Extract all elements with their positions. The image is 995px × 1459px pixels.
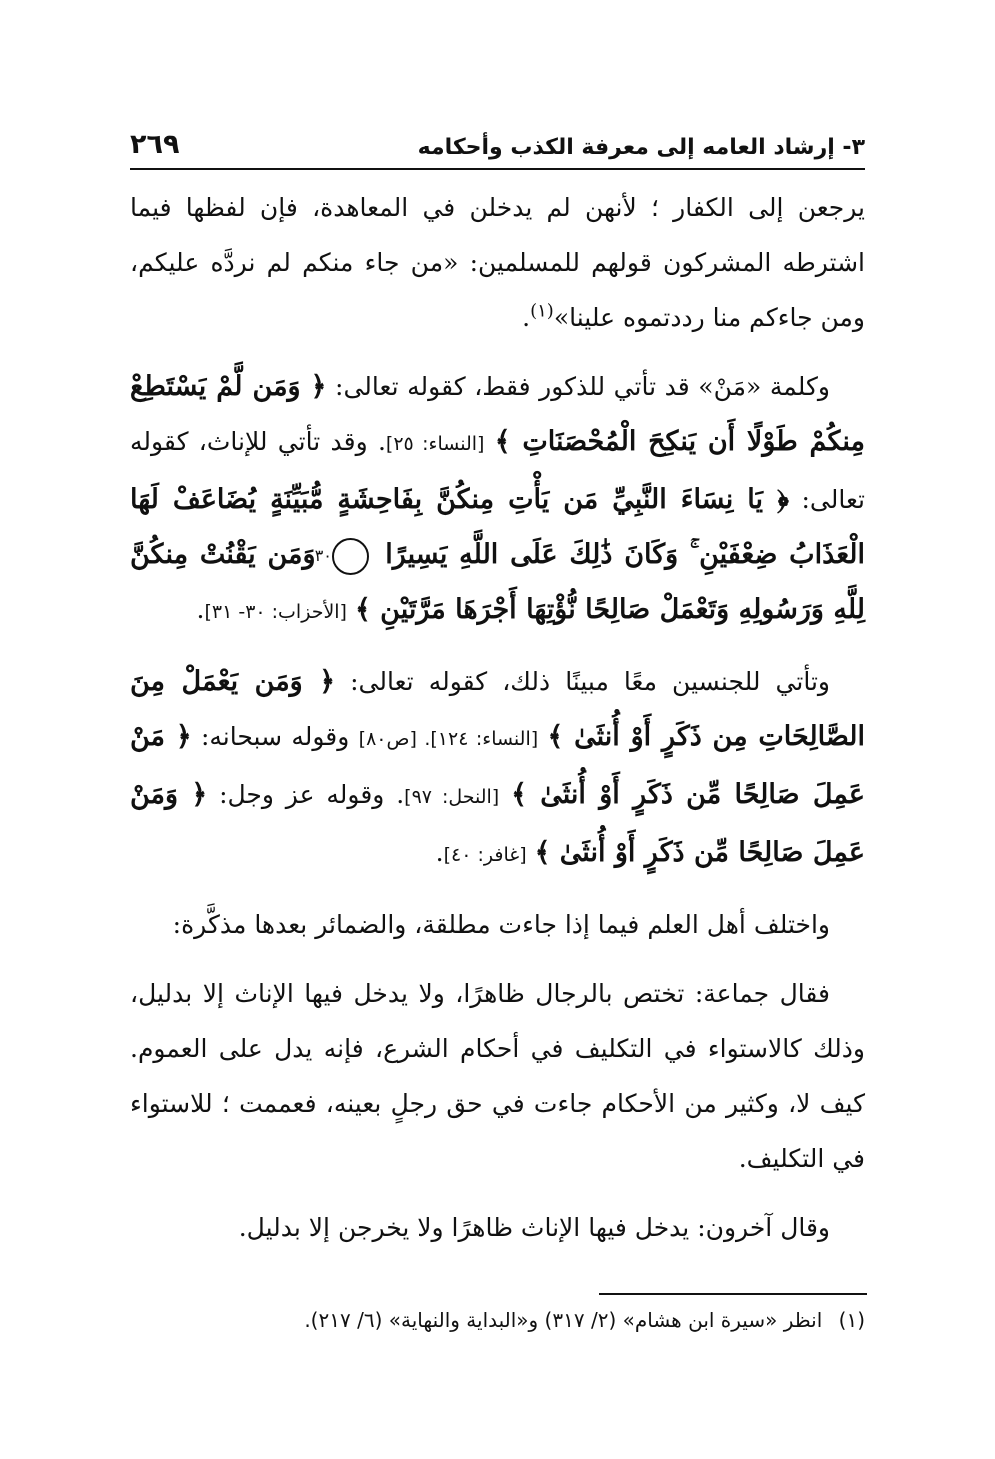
quran-verse-nisa-25: ﴿ وَمَن لَّمْ يَسْتَطِعْ مِنكُمْ طَوْلًا أَن يَنكِحَ الْمُحْصَنَاتِ ﴾ [130, 371, 866, 457]
quran-verse-ahzab-30: ﴿ يَا نِسَاءَ النَّبِيِّ مَن يَأْتِ مِنكُنَّ بِفَاحِشَةٍ مُّبَيِّنَةٍ يُضَاعَفْ لَهَا الْعَذَابُ ضِعْفَيْنِ ۚ وَكَانَ ذَٰلِكَ عَلَى اللَّهِ يَسِيرًا [130, 484, 866, 570]
paragraph-3-intro: وتأتي للجنسين معًا مبينًا ذلك، كقوله تعالى: [335, 667, 830, 696]
paragraph-6 [130, 1200, 865, 1255]
quran-verse-nahl-97: ﴿ مَنْ عَمِلَ صَالِحًا مِّن ذَكَرٍ أَوْ أُنثَىٰ ﴾ [130, 721, 866, 810]
paragraph-1 [130, 180, 865, 345]
paragraph-1-text: يرجعن إلى الكفار ؛ لأنهن لم يدخلن في المعاهدة، فإن لفظها فيما اشترطه المشركون قولهم للمسلمين: «من جاء منكم لم نردَّه عليكم، ومن جاءكم منا رددتموه علينا» [130, 193, 865, 332]
paragraph-4-text: واختلف أهل العلم فيما إذا جاءت مطلقة، والضمائر بعدها مذكَّرة: [172, 910, 830, 939]
verse-reference: [النساء: ٢٥] [385, 433, 485, 455]
paragraph-2-mid: . وقد تأتي للإناث، كقوله تعالى: [130, 427, 865, 514]
verse-reference: [الأحزاب: ٣٠- ٣١] [204, 601, 347, 623]
body-text [130, 180, 865, 1255]
paragraph-2-intro: وكلمة «مَنْ» قد تأتي للذكور فقط، كقوله تعالى: [326, 372, 830, 401]
paragraph-1-end: . [522, 303, 531, 332]
paragraph-6-text: وقال آخرون: يدخل فيها الإناث ظاهرًا ولا يخرجن إلا بدليل. [238, 1213, 830, 1242]
paragraph-3-mid-1: وقوله سبحانه: [191, 722, 359, 751]
verse-reference: [غافر: ٤٠] [443, 844, 527, 866]
page-number: ٢٦٩ [130, 129, 180, 161]
paragraph-2 [130, 359, 865, 640]
ayah-number-marker: ٣٠ [332, 538, 369, 575]
paragraph-5-text: فقال جماعة: تختص بالرجال ظاهرًا، ولا يدخل فيها الإناث إلا بدليل، وذلك كالاستواء في التكليف في أحكام الشرع، فإنه يدل على العموم. كيف لا، وكثير من الأحكام جاءت في حق رجلٍ بعينه، فعممت ؛ للاستواء في التكليف. [130, 979, 865, 1173]
paragraph-5 [130, 966, 865, 1186]
paragraph-3-mid-2: . وقوله عز وجل: [207, 780, 405, 809]
footnote-number: (١) [838, 1308, 865, 1332]
footnote-text: انظر «سيرة ابن هشام» (٢/ ٣١٧) و«البداية والنهاية» (٦/ ٢١٧). [304, 1308, 823, 1332]
quran-verse-nisa-124: ﴿ وَمَن يَعْمَلْ مِنَ الصَّالِحَاتِ مِن ذَكَرٍ أَوْ أُنثَىٰ ﴾ [130, 666, 865, 752]
paragraph-3 [130, 654, 865, 883]
page-header [130, 118, 865, 160]
verse-reference: [النساء: ١٢٤]. [ص٨٠] [358, 728, 539, 750]
running-title: ٣- إرشاد العامه إلى معرفة الكذب وأحكامه [417, 134, 865, 160]
paragraph-3-end: . [435, 838, 444, 867]
paragraph-4 [130, 897, 865, 952]
footnote [130, 1302, 865, 1338]
footnote-separator [599, 1293, 867, 1295]
header-rule [130, 168, 865, 170]
footnote-reference[interactable]: (١) [530, 300, 554, 322]
verse-reference: [النحل: ٩٧] [404, 786, 500, 808]
quran-verse-ghafir-40: ﴿ وَمَنْ عَمِلَ صَالِحًا مِّن ذَكَرٍ أَوْ أُنثَىٰ ﴾ [130, 779, 865, 868]
paragraph-2-end: . [196, 595, 205, 624]
quran-verse-ahzab-31: وَمَن يَقْنُتْ مِنكُنَّ لِلَّهِ وَرَسُولِهِ وَتَعْمَلْ صَالِحًا نُّؤْتِهَا أَجْرَهَا مَرَّتَيْنِ ﴾ [130, 539, 865, 625]
